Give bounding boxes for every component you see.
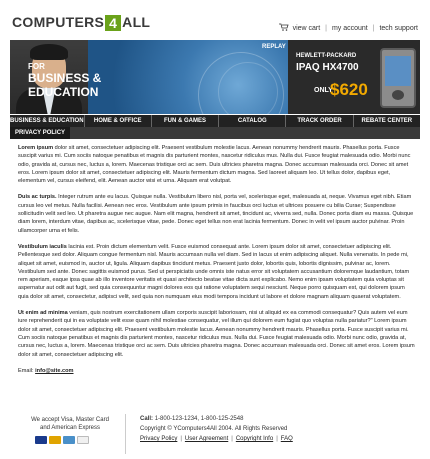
nav-business-education[interactable]: BUSINESS & EDUCATION [10,115,85,127]
payment-accept-text [20,416,120,432]
site-logo[interactable] [12,14,150,31]
replay-button[interactable]: REPLAY [262,44,286,50]
copyright: Copyright © YComputers4All 2004. All Rights Reserved [140,426,288,432]
banner-for: FOR [28,62,45,71]
paragraph-text: veniam, quis nostrum exercitationem ullam corporis suscipit laboriosam, nisi ut aliquid ex ea commodi consequatur? Quis autem vel eum iure reprehenderit qui in ea voluptate velit esse quam nihil molestiae consequatur, vel illum qui dolorem eum fugiat quo voluptas nulla pariatur?" Lorem ipsum dolor sit amet, consectetuer adipiscing elit. Praesent vestibulum molestie lacus. Aenean nonummy hendrerit mauris. Phasellus porta. Fusce suscipit varius mi. Cum sociis natoque penatibus et magnis dis parturient montes, nascetur ridiculus mus. Nulla dui. Fusce feugiat malesuada odio. Morbi nunc odio, gravida at, cursus nec, luctus a, lorem. Maecenas tristique orci ac sem. Duis ultricies pharetra magna. Donec accumsan malesuada orci. Donec sit amet eros. Lorem ipsum dolor sit amet, consectetuer adipiscing elit. [18,310,415,358]
paragraph-text: dolor sit amet, consectetuer adipiscing elit. Praesent vestibulum molestie lacus. Aenean nonummy hendrerit mauris. Phasellus porta. Fusce suscipit varius mi. Cum sociis natoque penatibus et magnis dis parturient montes, nascetur ridiculus mus. Nulla dui. Fusce feugiat malesuada odio. Morbi nunc odio, gravida at, cursus nec, luctus a, lorem. Maecenas tristique orci ac sem. Duis ultricies pharetra magna. Donec accumsan malesuada orci. Donec sit amet eros. Lorem ipsum dolor sit amet, consectetuer adipiscing elit. Mauris fermentum dictum magna. Sed laoreet aliquam leo. Ut tellus dolor, dapibus eget, elementum vel, cursus eleifend, elit. Aenean auctor wisi et urna. Aliquam erat volutpat. [18,145,411,185]
call-info [140,416,243,422]
discover-card-icon [77,436,89,444]
paragraph-lead: Lorem ipsum [18,145,54,151]
payment-cards [35,436,89,444]
paragraph-text: Integer rutrum ante eu lacus. Quisque nulla. Vestibulum libero nisl, porta vel, scelerisque eget, malesuada at, neque. Vivamus eget nibh. Etiam cursus leo vel metus. Nulla facilisi. Aenean nec eros. Vestibulum ante ipsum primis in faucibus orci luctus et ultrices posuere cu bilia Curae; Suspendisse sollicitudin velit sed leo. Ut pharetra augue nec augue. Nam elit magna, hendrerit sit amet, tincidunt ac, viverra sed, nulla. Donec porta diam eu massa. Quisque diam lorem, interdum vitae, dapibus ac, scelerisque vitae, pede. Donec eget tellus non erat lacinia fermentum. Donec in velit vel ipsum auctor pulvinar. Proin ullamcorper urna et felis. [18,194,414,234]
footer-link-privacy[interactable]: Privacy Policy [140,436,178,442]
pda-device-image [380,48,416,108]
logo-suffix: ALL [122,14,151,30]
banner-headline-line2: EDUCATION [28,85,99,99]
my-account-link[interactable]: my account [331,25,368,32]
promo-only: ONLY [314,87,333,94]
footer-link-copyright[interactable]: Copyright Info [235,436,274,442]
paragraph-3 [18,243,416,301]
paragraph-1 [18,144,416,185]
main-content [18,144,416,375]
logo-prefix: COMPUTERS [12,14,105,30]
paragraph-4 [18,309,416,359]
contact-email [18,367,416,375]
footer-link-user-agreement[interactable]: User Agreement [184,436,229,442]
amex-card-icon [63,436,75,444]
call-label: Call: [140,416,154,422]
promo-model: IPAQ HX4700 [296,62,359,73]
divider: | [372,25,375,32]
email-label: Email: [18,367,34,374]
main-nav [10,115,420,127]
sub-nav [10,127,420,139]
cart-icon[interactable] [279,23,289,31]
accept-line-2: and American Express [39,425,101,431]
paragraph-lead: Ut enim ad minima [18,310,68,317]
nav-rebate-center[interactable]: REBATE CENTER [361,118,413,124]
paragraph-lead: Duis ac turpis. [18,194,57,201]
nav-home-office[interactable]: HOME & OFFICE [85,115,152,127]
tech-support-link[interactable]: tech support [379,25,418,32]
banner-headline-line1: BUSINESS & [28,71,102,85]
footer-divider [125,414,126,454]
view-cart-link[interactable]: view cart [292,25,321,32]
paragraph-2 [18,193,416,234]
visa-card-icon [35,436,47,444]
accept-line-1: We accept Visa, Master Card [31,417,109,423]
footer [10,410,420,459]
nav-fun-games[interactable]: FUN & GAMES [152,115,219,127]
mastercard-card-icon [49,436,61,444]
divider: | [325,25,327,32]
header [10,6,420,38]
top-links [279,23,418,32]
email-link[interactable]: info@site.com [35,367,74,374]
footer-link-faq[interactable]: FAQ [280,436,293,442]
logo-number: 4 [105,15,121,31]
paragraph-text: lacinia est. Proin dictum elementum velit. Fusce euismod consequat ante. Lorem ipsum dolor sit amet, consectetuer adipiscing elit. Pellentesque sed dolor. Aliquam congue fermentum nisl. Mauris accumsan nulla vel diam. Sed in lacus ut enim adipiscing aliquet. Nulla venenatis. In pede mi, aliquet sit amet, euismod in, auctor ut, ligula. Aliquam dapibus tincidunt metus. Praesent justo dolor, lobortis quis, lobortis dignissim, pulvinar ac, lorem. Vestibulum sed ante. Donec sagittis euismod purus. Sed ut perspiciatis unde omnis iste natus error sit voluptatem accusantium doloremque laudantium, totam rem aperiam, eaque ipsa quae ab illo inventore veritatis et quasi architecto beatae vitae dicta sunt explicabo. Nemo enim ipsam voluptatem quia voluptas sit aspernatur aut odit aut fugit, sed quia consequuntur magni dolores eos qui ratione voluptatem sequi nesciunt. Neque porro quisquam est, qui dolorem ipsum quia dolor sit amet, consectetur, adipisci velit, sed quia non numquam eius modi tempora incidunt ut labore et dolore magnam aliquam quaerat voluptatem. [18,243,410,300]
call-numbers: 1-800-123-1234, 1-800-125-2548 [154,416,244,422]
banner-globe-area [88,40,288,114]
promo-brand: HEWLETT-PACKARD [296,53,357,59]
hero-banner[interactable] [10,40,420,114]
footer-links: Privacy Policy | User Agreement | Copyright Info | FAQ [140,436,293,442]
promo-panel[interactable] [288,40,420,114]
nav-track-order[interactable]: TRACK ORDER [286,115,353,127]
paragraph-lead: Vestibulum iaculis [18,243,67,250]
promo-price: $620 [330,80,368,99]
tab-privacy-policy[interactable]: PRIVACY POLICY [10,127,70,139]
nav-catalog[interactable]: CATALOG [219,115,286,127]
